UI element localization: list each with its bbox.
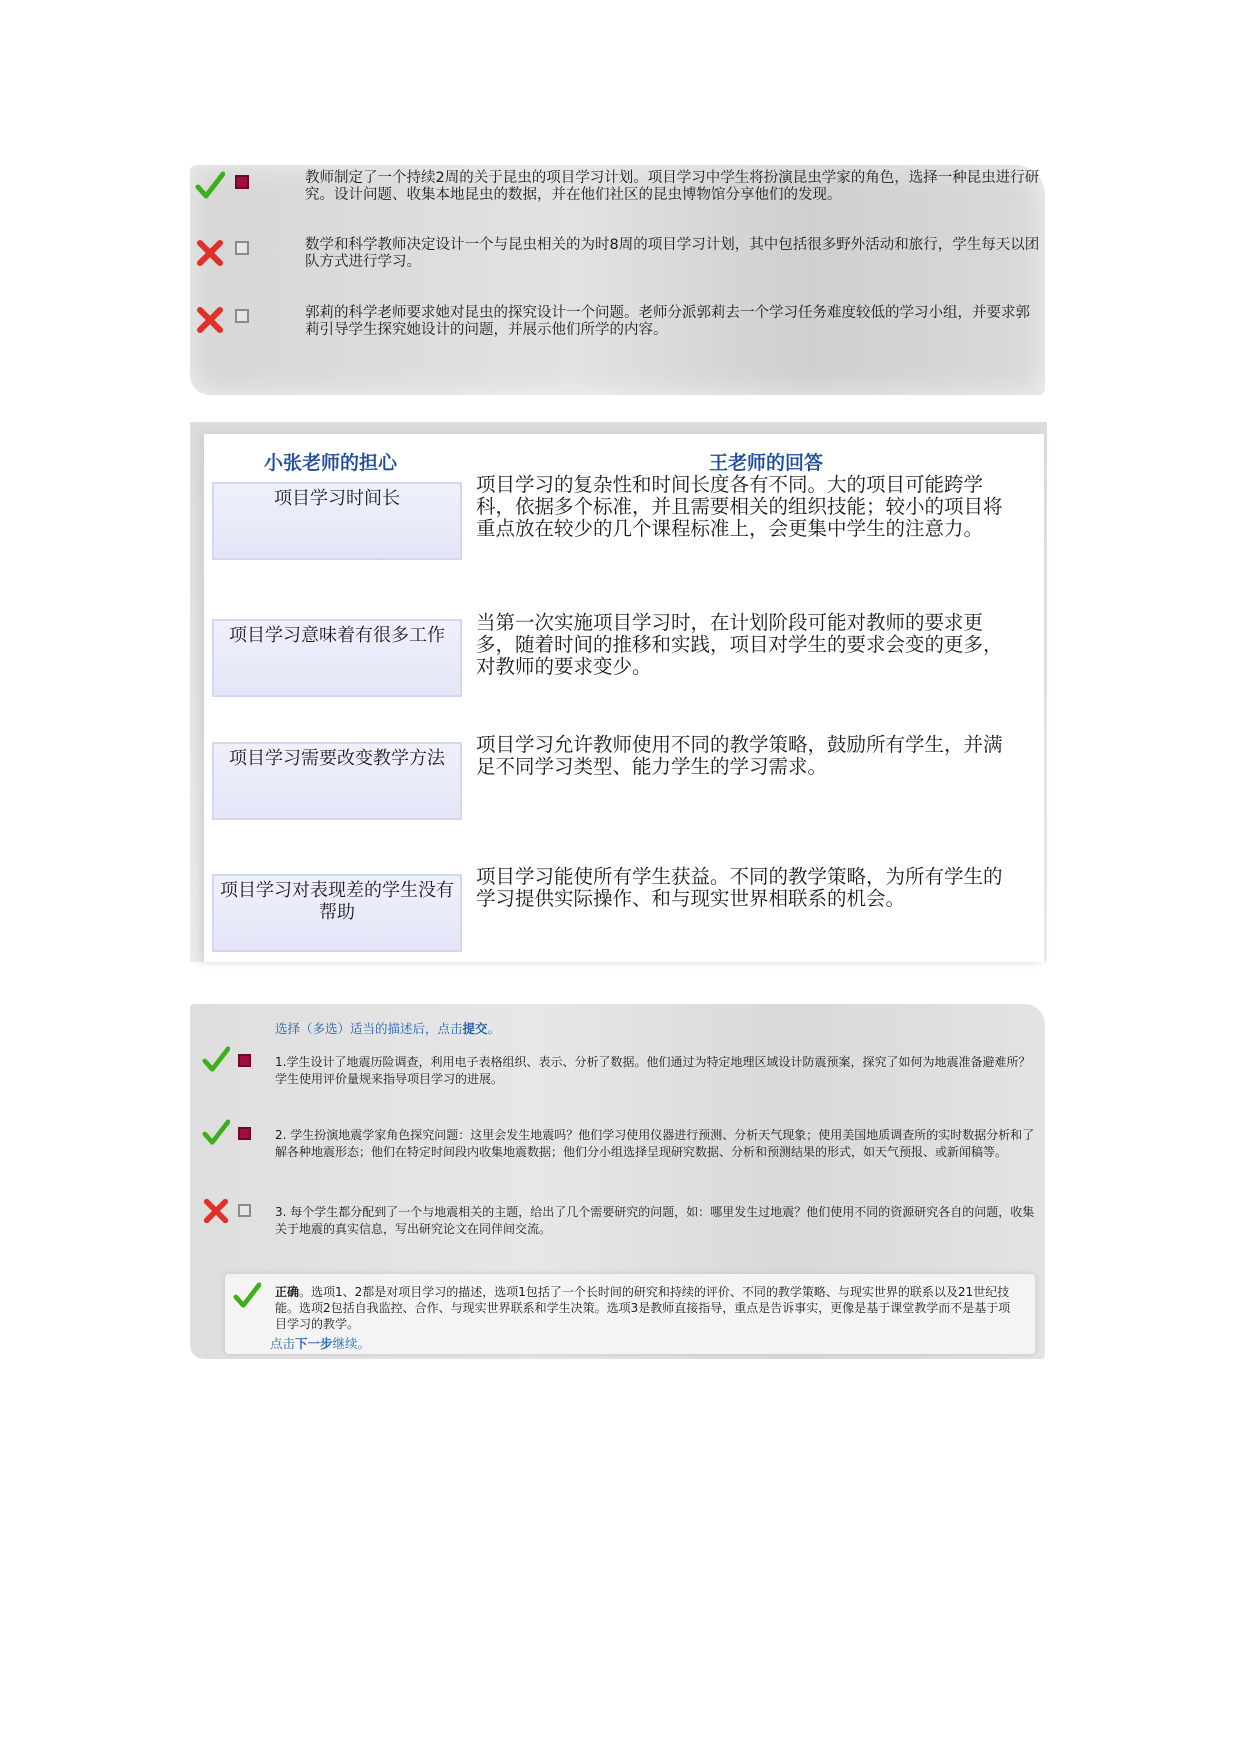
cross-icon [202,1197,230,1225]
earthquake-quiz-panel [190,1004,1045,1359]
concern-box[interactable]: 项目学习对表现差的学生没有帮助 [212,874,462,952]
submit-link[interactable]: 提交 [462,1021,488,1036]
cross-icon [195,305,225,335]
option-checkbox[interactable] [235,175,249,189]
instruction-pre: 选择（多选）适当的描述后，点击 [275,1021,463,1036]
answer-text: 项目学习允许教师使用不同的教学策略，鼓励所有学生，并满足不同学习类型、能力学生的学习需求。 [476,733,1003,778]
feedback-body: 。选项1、2都是对项目学习的描述，选项1包括了一个长时间的研究和持续的评价、不同的教学策略、与现实世界的联系以及21世纪技能。选项2包括自我监控、合作、与现实世界联系和学生决策。选项3是教师直接指导，重点是告诉事实，更像是基于课堂教学而不是基于项目学习的教学。 [275,1285,1011,1331]
concerns-table [204,434,1044,962]
next-step-line [270,1334,370,1352]
answer-column-header: 王老师的回答 [709,452,824,474]
next-post: 继续。 [332,1336,371,1351]
check-icon [202,1046,230,1074]
concern-box[interactable]: 项目学习时间长 [212,482,462,560]
insect-quiz-panel [190,165,1045,395]
concern-box[interactable]: 项目学习意味着有很多工作 [212,619,462,697]
concerns-panel [190,422,1047,962]
option-checkbox[interactable] [238,1054,251,1067]
check-icon [202,1119,230,1147]
feedback-box [225,1274,1035,1354]
option-checkbox[interactable] [238,1204,251,1217]
answer-text: 项目学习能使所有学生获益。不同的教学策略，为所有学生的学习提供实际操作、和与现实世界相联系的机会。 [476,865,1003,910]
option-text: 数学和科学教师决定设计一个与昆虫相关的为时8周的项目学习计划，其中包括很多野外活动和旅行，学生每天以团队方式进行学习。 [305,237,1040,270]
next-step-link[interactable]: 下一步 [295,1336,333,1351]
option-checkbox[interactable] [235,309,249,323]
instruction-post: 。 [487,1021,501,1036]
option-text: 3. 每个学生都分配到了一个与地震相关的主题，给出了几个需要研究的问题，如：哪里发生过地震？他们使用不同的资源研究各自的问题，收集关于地震的真实信息，写出研究论文在同伴间交流。 [275,1205,1035,1236]
answer-text: 当第一次实施项目学习时，在计划阶段可能对教师的要求更多，随着时间的推移和实践，项目对学生的要求会变的更多，对教师的要求变少。 [476,611,1003,678]
option-checkbox[interactable] [238,1127,251,1140]
option-checkbox[interactable] [235,241,249,255]
cross-icon [195,238,225,268]
check-icon [233,1282,261,1310]
answer-text: 项目学习的复杂性和时间长度各有不同。大的项目可能跨学科，依据多个标准，并且需要相关的组织技能；较小的项目将重点放在较少的几个课程标准上，会更集中学生的注意力。 [476,473,1003,540]
option-text: 教师制定了一个持续2周的关于昆虫的项目学习计划。项目学习中学生将扮演昆虫学家的角色，选择一种昆虫进行研究。设计问题、收集本地昆虫的数据，并在他们社区的昆虫博物馆分享他们的发现。 [305,170,1040,203]
option-text: 1.学生设计了地震历险调查，利用电子表格组织、表示、分析了数据。他们通过为特定地理区域设计防震预案，探究了如何为地震准备避难所？学生使用评价量规来指导项目学习的进展。 [275,1055,1031,1086]
concern-column-header: 小张老师的担心 [264,452,398,474]
concern-box[interactable]: 项目学习需要改变教学方法 [212,742,462,820]
feedback-label: 正确 [275,1285,300,1299]
check-icon [195,171,225,201]
instruction-text [275,1019,500,1037]
option-text: 郭莉的科学老师要求她对昆虫的探究设计一个问题。老师分派郭莉去一个学习任务难度较低的学习小组，并要求郭莉引导学生探究她设计的问题，并展示他们所学的内容。 [305,305,1030,338]
next-pre: 点击 [270,1336,296,1351]
option-text: 2. 学生扮演地震学家角色探究问题：这里会发生地震吗？他们学习使用仪器进行预测、分析天气现象；使用美国地质调查所的实时数据分析和了解各种地震形态；他们在特定时间段内收集地震数据；他们分小组选择呈现研究数据、分析和预测结果的形式，如天气预报、或新闻稿等。 [275,1128,1035,1159]
feedback-text [275,1284,1015,1332]
